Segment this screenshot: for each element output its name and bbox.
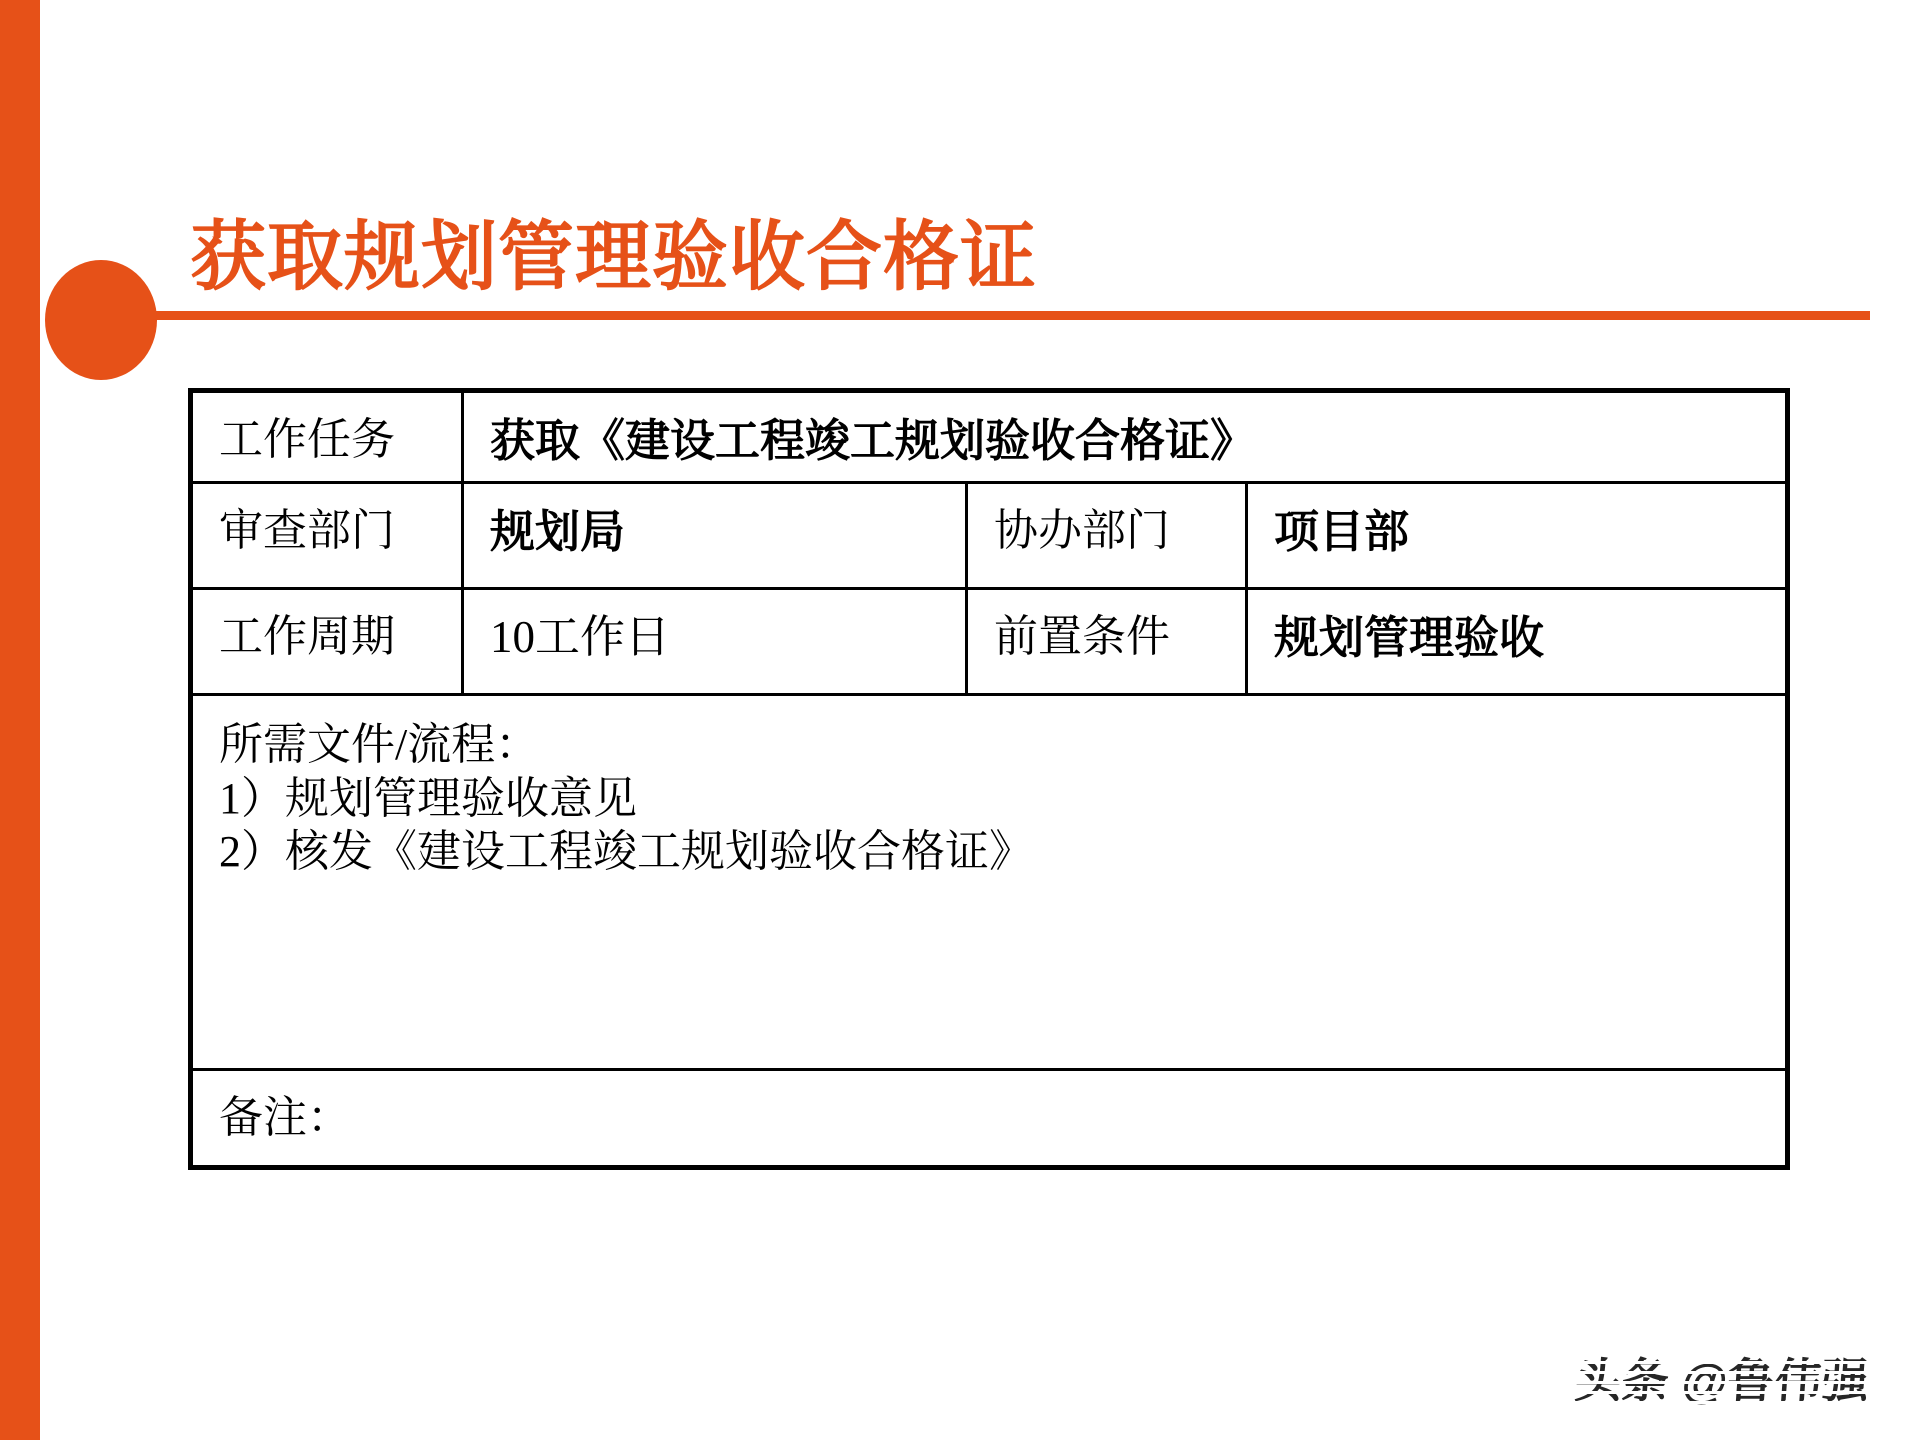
cell-task-label: 工作任务: [193, 393, 461, 481]
required-docs-item: 2）核发《建设工程竣工规划验收合格证》: [219, 827, 1033, 877]
cell-work-cycle-value: 10工作日: [464, 590, 965, 693]
info-table: [188, 388, 1790, 1170]
cell-assist-dept-value: 项目部: [1248, 484, 1785, 587]
cell-required-docs: [193, 696, 1785, 1068]
title-underline: [100, 311, 1870, 320]
cell-remarks-label: 备注：: [193, 1071, 1785, 1165]
cell-assist-dept-label: 协办部门: [968, 484, 1245, 587]
cell-review-dept-label: 审查部门: [193, 484, 461, 587]
watermark: 头条 @鲁伟强: [1573, 1344, 1872, 1411]
left-accent-bar: [0, 0, 40, 1440]
cell-precondition-value: 规划管理验收: [1248, 590, 1785, 693]
title-bullet-circle: [45, 260, 157, 380]
page-title: 获取规划管理验收合格证: [190, 215, 1037, 300]
cell-work-cycle-label: 工作周期: [193, 590, 461, 693]
cell-review-dept-value: 规划局: [464, 484, 965, 587]
cell-precondition-label: 前置条件: [968, 590, 1245, 693]
required-docs-heading: 所需文件/流程：: [219, 720, 540, 769]
required-docs-item: 1）规划管理验收意见: [219, 773, 637, 823]
cell-task-value: 获取《建设工程竣工规划验收合格证》: [464, 393, 1785, 481]
